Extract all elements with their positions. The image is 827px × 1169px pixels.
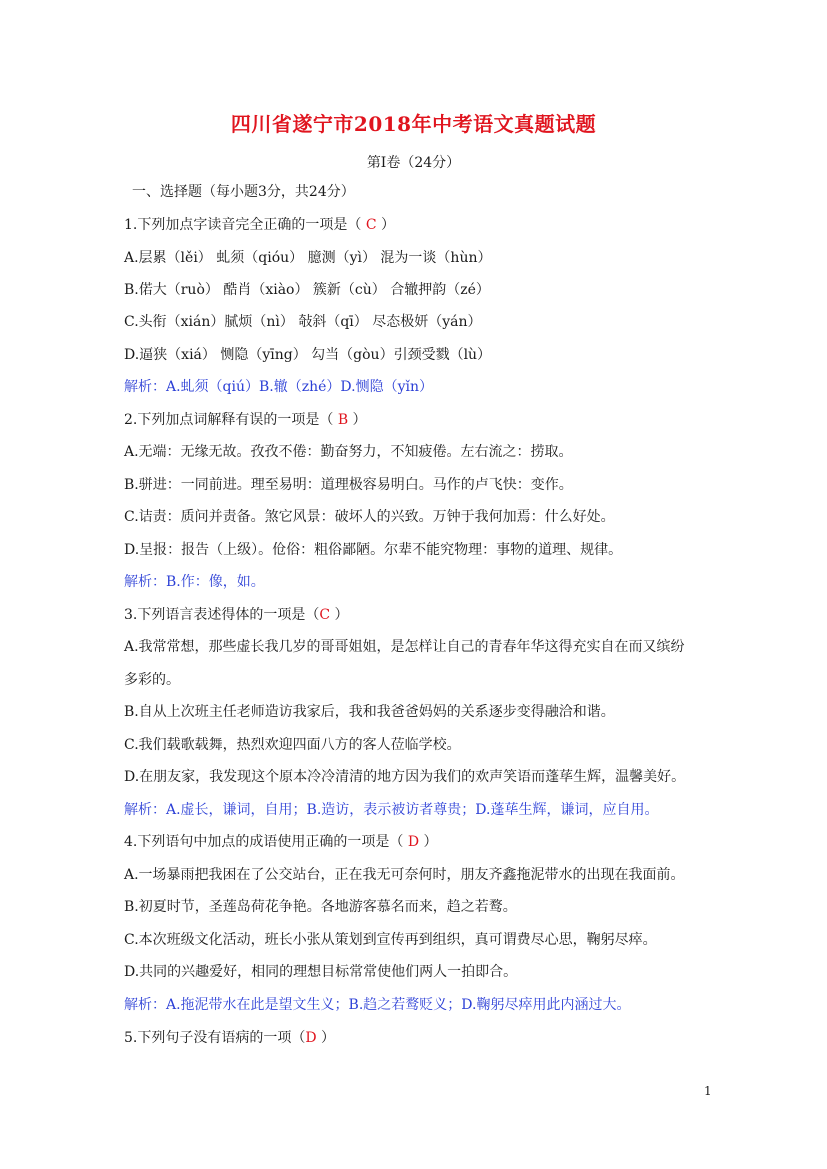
question-1-stem: [124, 215, 395, 235]
question-2-stem-text: 2.下列加点词解释有误的一项是（: [124, 412, 338, 428]
question-1-option-d: D.逼狭（xiá） 恻隐（yīng） 勾当（gòu）引颈受戮（lù）: [124, 347, 492, 363]
page-number: 1: [704, 1084, 712, 1098]
question-4-option-a: A.一场暴雨把我困在了公交站台，正在我无可奈何时，朋友齐鑫拖泥带水的出现在我面前。: [124, 867, 685, 883]
question-4-stem-close: ）: [419, 834, 438, 850]
question-3-answer: C: [319, 607, 331, 623]
question-2-analysis: 解析：B.作：像，如。: [124, 574, 265, 590]
question-2-option-d: D.呈报：报告（上级）。伧俗：粗俗鄙陋。尔辈不能究物理：事物的道理、规律。: [124, 542, 623, 558]
question-3-stem: [124, 605, 349, 625]
question-3-stem-text: 3.下列语言表述得体的一项是（: [124, 607, 320, 623]
question-3-option-a-continued: 多彩的。: [124, 672, 180, 688]
question-2-stem: [124, 410, 367, 430]
question-4-stem: [124, 832, 438, 852]
question-3-option-b: B.自从上次班主任老师造访我家后，我和我爸爸妈妈的关系逐步变得融洽和谐。: [124, 704, 615, 720]
question-2-option-c: C.诘责：质问并责备。煞它风景：破坏人的兴致。万钟于我何加焉：什么好处。: [124, 509, 615, 525]
question-3-option-a: A.我常常想，那些虚长我几岁的哥哥姐姐，是怎样让自己的青春年华这得充实自在而又缤纷: [124, 639, 685, 655]
question-1-analysis: 解析：A.虬须（qiú）B.辙（zhé）D.恻隐（yǐn）: [124, 379, 434, 395]
question-4-answer: D: [407, 834, 420, 850]
document-title: 四川省遂宁市2018年中考语文真题试题: [230, 112, 597, 136]
question-1-answer: C: [365, 217, 377, 233]
question-1-option-a: A.层累（lěi） 虬须（qióu） 臆测（yì） 混为一谈（hùn）: [124, 250, 492, 266]
question-1-stem-text: 1.下列加点字读音完全正确的一项是（: [124, 217, 366, 233]
question-4-option-b: B.初夏时节，圣莲岛荷花争艳。各地游客慕名而来，趋之若鹜。: [124, 899, 517, 915]
question-4-option-d: D.共同的兴趣爱好，相同的理想目标常常使他们两人一拍即合。: [124, 964, 518, 980]
question-2-stem-close: ）: [348, 412, 367, 428]
question-2-option-a: A.无端：无缘无故。孜孜不倦：勤奋努力，不知疲倦。左右流之：捞取。: [124, 444, 573, 460]
question-3-analysis: 解析：A.虚长，谦词，自用；B.造访，表示被访者尊贵；D.蓬荜生辉，谦词，应自用。: [124, 802, 659, 818]
question-3-option-c: C.我们载歌载舞，热烈欢迎四面八方的客人莅临学校。: [124, 737, 461, 753]
question-1-option-b: B.偌大（ruò） 酷肖（xiào） 簇新（cù） 合辙押韵（zé）: [124, 282, 490, 298]
question-5-stem-text: 5.下列句子没有语病的一项（: [124, 1030, 306, 1046]
volume-subtitle: 第Ⅰ卷（24分）: [366, 155, 461, 171]
question-5-answer: D: [305, 1030, 317, 1046]
question-5-stem-close: ）: [316, 1030, 336, 1046]
question-4-analysis: 解析：A.拖泥带水在此是望文生义；B.趋之若鹜贬义；D.鞠躬尽瘁用此内涵过大。: [124, 997, 631, 1013]
question-3-stem-close: ）: [330, 607, 349, 623]
question-1-stem-close: ）: [376, 217, 395, 233]
question-4-stem-text: 4.下列语句中加点的成语使用正确的一项是（: [124, 834, 408, 850]
question-4-option-c: C.本次班级文化活动，班长小张从策划到宣传再到组织，真可谓费尽心思，鞠躬尽瘁。: [124, 932, 657, 948]
question-2-answer: B: [337, 412, 349, 428]
question-3-option-d: D.在朋友家，我发现这个原本冷冷清清的地方因为我们的欢声笑语而蓬荜生辉，温馨美好。: [124, 769, 686, 785]
question-2-option-b: B.骈进：一同前进。理至易明：道理极容易明白。马作的卢飞快：变作。: [124, 477, 573, 493]
question-1-option-c: C.头衔（xián）腻烦（nì） 敧斜（qī） 尽态极妍（yán）: [124, 314, 482, 330]
section-heading: 一、选择题（每小题3分，共24分）: [132, 184, 355, 200]
question-5-stem: [124, 1028, 335, 1048]
